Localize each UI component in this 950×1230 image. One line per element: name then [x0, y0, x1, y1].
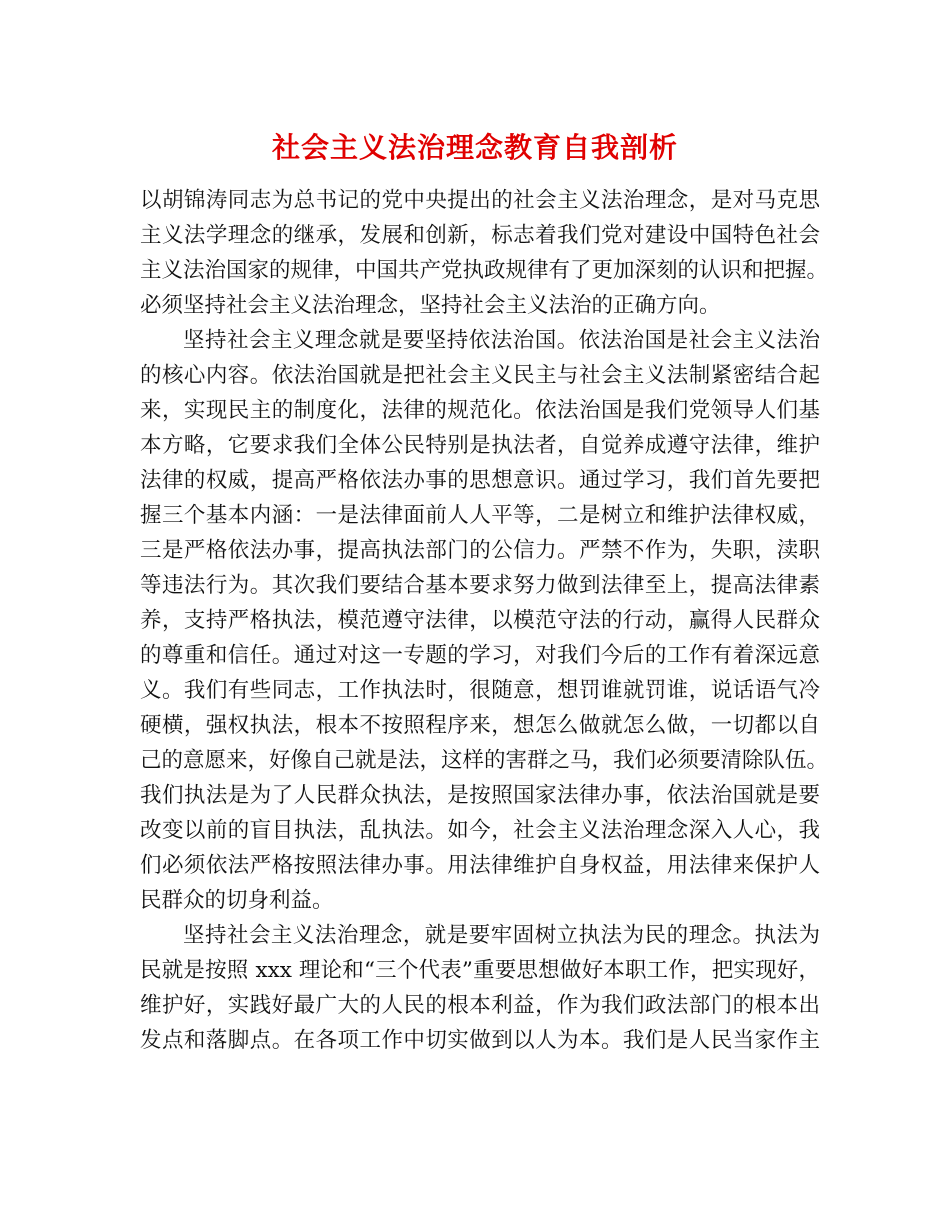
text-line: 来，实现民主的制度化，法律的规范化。依法治国是我们党领导人们基: [140, 398, 820, 423]
text-line: 民群众的切身利益。: [140, 888, 334, 913]
text-line: 改变以前的盲目执法，乱执法。如今，社会主义法治理念深入人心，我: [140, 818, 820, 843]
text-line: 民就是按照 xxx 理论和“三个代表”重要思想做好本职工作，把实现好，: [140, 958, 820, 983]
text-line: 等违法行为。其次我们要结合基本要求努力做到法律至上，提高法律素: [140, 573, 820, 598]
text-line: 义。我们有些同志，工作执法时，很随意，想罚谁就罚谁，说话语气冷: [140, 678, 820, 703]
text-line: 维护好，实践好最广大的人民的根本利益，作为我们政法部门的根本出: [140, 993, 820, 1018]
text-line: 的核心内容。依法治国就是把社会主义民主与社会主义法制紧密结合起: [140, 363, 820, 388]
text-line: 的尊重和信任。通过对这一专题的学习，对我们今后的工作有着深远意: [140, 643, 820, 668]
text-line: 以胡锦涛同志为总书记的党中央提出的社会主义法治理念，是对马克思: [140, 188, 820, 213]
text-line: 本方略，它要求我们全体公民特别是执法者，自觉养成遵守法律，维护: [140, 433, 820, 458]
text-line: 养，支持严格执法，模范遵守法律，以模范守法的行动，赢得人民群众: [140, 608, 820, 633]
text-line: 己的意愿来，好像自己就是法，这样的害群之马，我们必须要清除队伍。: [140, 748, 829, 773]
text-line: 主义法治国家的规律，中国共产党执政规律有了更加深刻的认识和把握。: [140, 258, 829, 283]
text-line: 们必须依法严格按照法律办事。用法律维护自身权益，用法律来保护人: [140, 853, 820, 878]
text-line: 法律的权威，提高严格依法办事的思想意识。通过学习，我们首先要把: [140, 468, 820, 493]
text-line: 坚持社会主义理念就是要坚持依法治国。依法治国是社会主义法治: [183, 328, 820, 353]
text-line: 必须坚持社会主义法治理念，坚持社会主义法治的正确方向。: [140, 293, 721, 318]
text-line: 主义法学理念的继承，发展和创新，标志着我们党对建设中国特色社会: [140, 223, 820, 248]
document-title: 社会主义法治理念教育自我剖析: [271, 131, 678, 164]
text-line: 硬横，强权执法，根本不按照程序来，想怎么做就怎么做，一切都以自: [140, 713, 820, 738]
text-line: 我们执法是为了人民群众执法，是按照国家法律办事，依法治国就是要: [140, 783, 820, 808]
text-line: 握三个基本内涵：一是法律面前人人平等，二是树立和维护法律权威，: [140, 503, 820, 528]
text-line: 三是严格依法办事，提高执法部门的公信力。严禁不作为，失职，渎职: [140, 538, 820, 563]
text-line: 发点和落脚点。在各项工作中切实做到以人为本。我们是人民当家作主: [140, 1028, 820, 1053]
text-line: 坚持社会主义法治理念，就是要牢固树立执法为民的理念。执法为: [183, 923, 820, 948]
document-body: [140, 183, 829, 1058]
